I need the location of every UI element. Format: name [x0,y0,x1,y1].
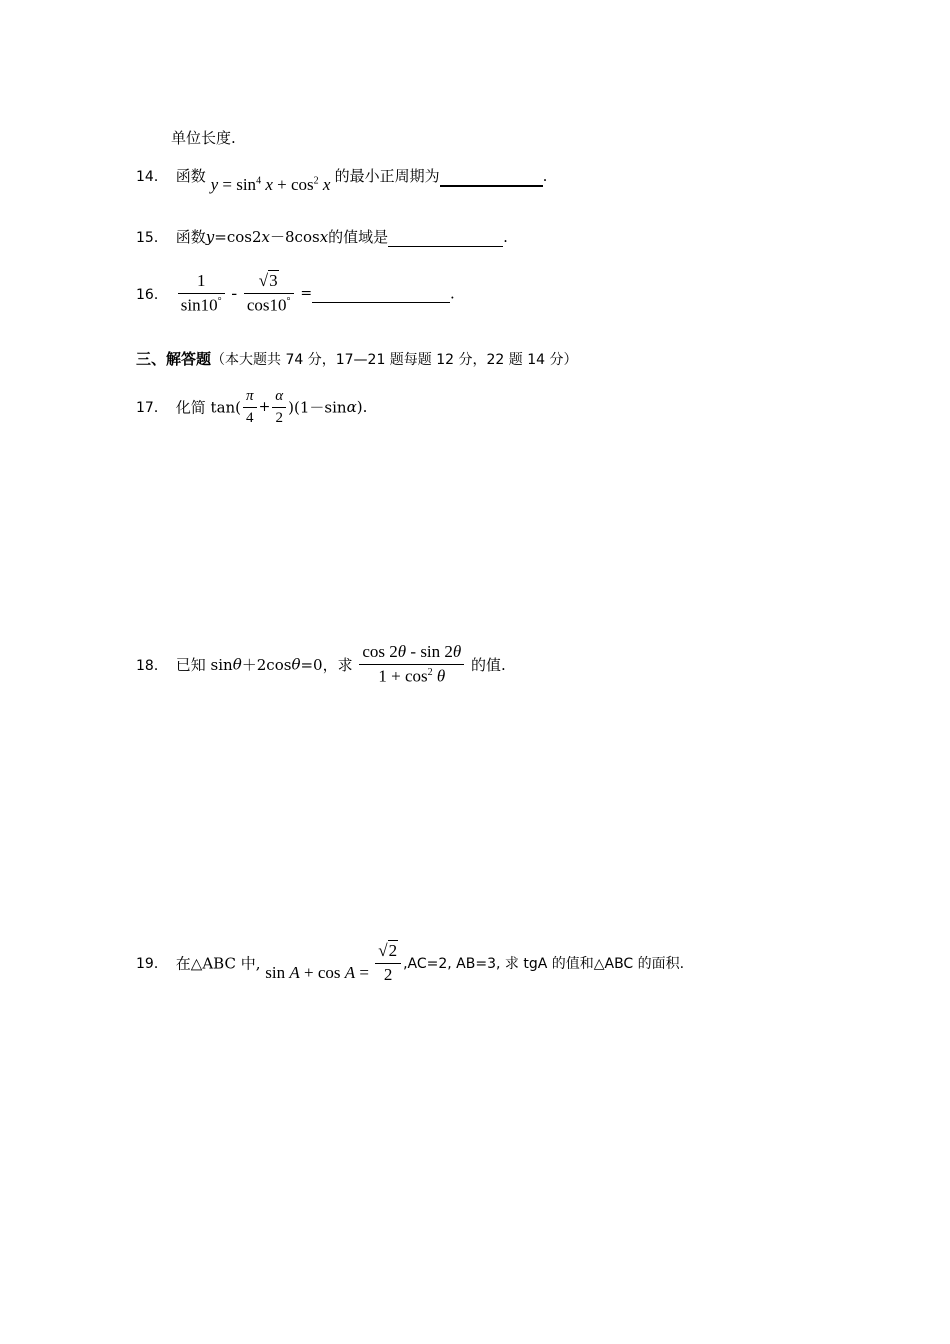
question-15: 15． 函数y=cos2x－8cosx的值域是 . [136,228,508,246]
question-number: 15． [136,230,168,246]
question-16: 16． $\frac{1}{\sin 10^\circ}$ - $\frac{√3}{\cos 10^\circ}$ = . [136,271,455,315]
question-text: 函数 [175,167,206,185]
formula: $y = \sin^4 x + \cos^2 x$ [210,175,331,194]
answer-blank[interactable] [388,228,503,247]
question-number: 14． [136,169,168,185]
section-heading [136,348,578,369]
question-number: 18． [136,657,168,674]
sqrt-icon: √2 [378,941,398,960]
fraction-sqrt3-over-cos10: $\frac{√3}{\cos 10^\circ}$ [244,272,294,315]
formula: sin A + cos A = [265,963,369,983]
fraction-sqrt2-over-2: $\frac{√2}{2}$ [375,942,401,984]
answer-blank[interactable] [312,284,450,303]
fraction-1-over-sin10: $\frac{1}{\sin 10^\circ}$ [178,272,225,315]
answer-blank[interactable] [440,167,543,187]
question-18: 18． 已知 sinθ＋2cosθ=0，求 $\frac{\cos 2\theta - \sin 2\theta}{1 + \cos^2 \theta}$ 的值. [136,642,506,686]
fraction-alpha-over-2: $\frac{\alpha}{2}$ [272,388,286,426]
question-14: 14． 函数 $y = \sin^4 x + \cos^2 x$ 的最小正周期为 . [136,167,548,194]
question-number: 19． [136,956,168,973]
continuation-text: 单位长度. [171,129,236,147]
question-19: 19． 在△ABC 中, sin A + cos A = $\frac{√2}{2}$ ,AC=2, AB=3, 求 tgA 的值和△ABC 的面积. [136,941,685,984]
section-title: 三、解答题 [136,350,212,368]
question-number: 16． [136,286,168,303]
section-note: （本大题共 74 分，17—21 题每题 12 分，22 题 14 分） [211,352,578,368]
fraction-pi-over-4: $\frac{\pi}{4}$ [243,388,257,426]
question-text: 的最小正周期为 [334,167,440,185]
question-17: 17． 化简 tan( $\frac{\pi}{4}$ + $\frac{\alpha}{2}$ )(1－sinα). [136,388,368,426]
sqrt-icon: √3 [258,271,278,290]
question-number: 17． [136,400,168,416]
fraction-cos2theta: $\frac{\cos 2\theta - \sin 2\theta}{1 + \cos^2 \theta}$ [359,643,464,686]
